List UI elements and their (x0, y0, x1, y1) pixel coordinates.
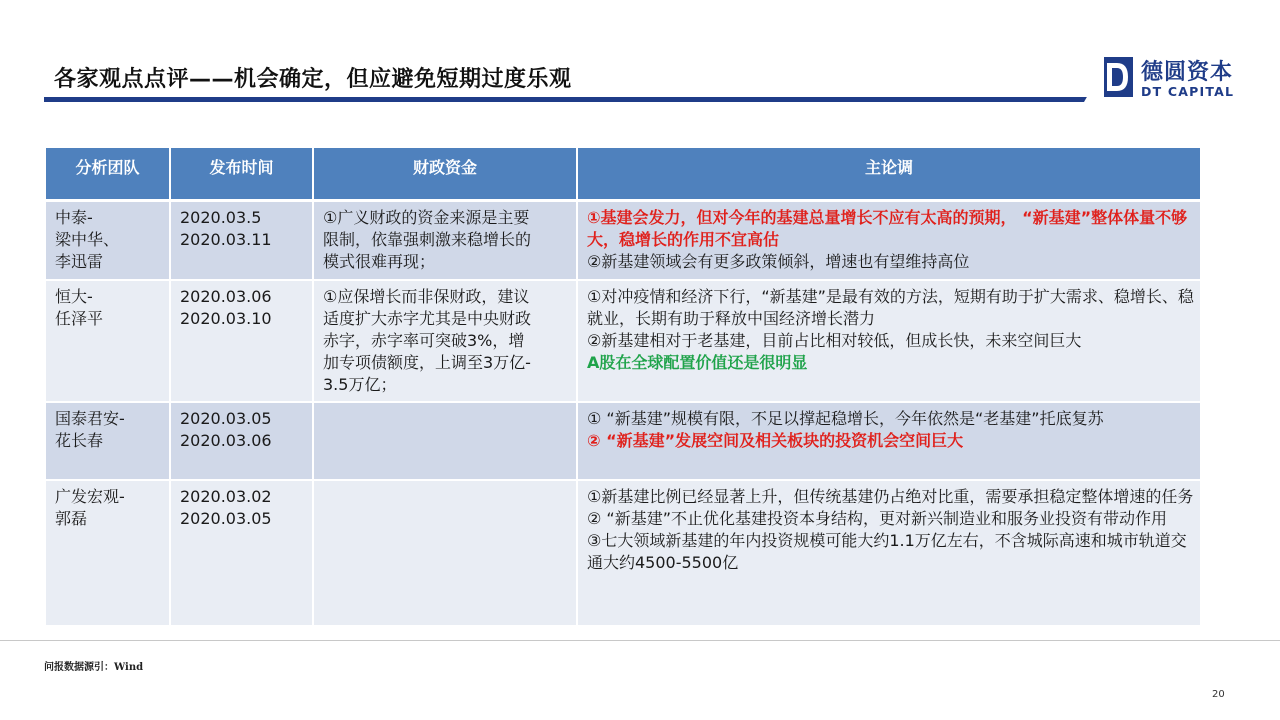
date-cell (170, 402, 313, 480)
date-cell-line: 2020.03.5 (180, 207, 262, 227)
date-cell-line: 2020.03.05 (180, 409, 272, 428)
date-cell-line: 2020.03.02 (180, 487, 272, 506)
thesis-point: ①对冲疫情和经济下行，“新基建”是最有效的方法，短期有助于扩大需求、稳增长、稳就业，长期有助于释放中国经济增长潜力 (587, 287, 1194, 328)
header-team: 分析团队 (45, 148, 170, 200)
thesis-point: ②新基建相对于老基建，目前占比相对较低，但成长快，未来空间巨大 (587, 331, 1082, 350)
thesis-cell (577, 200, 1201, 280)
fiscal-cell (313, 480, 577, 626)
thesis-point: ② “新基建”发展空间及相关板块的投资机会空间巨大 (587, 431, 964, 450)
fiscal-cell (313, 200, 577, 280)
fiscal-cell-line: 限制，依靠强刺激来稳增长的 (323, 229, 532, 249)
header-thesis: 主论调 (577, 148, 1201, 200)
header-date: 发布时间 (170, 148, 313, 200)
fiscal-cell (313, 280, 577, 402)
team-cell-line: 中泰- (55, 207, 93, 227)
thesis-point: ①基建会发力，但对今年的基建总量增长不应有太高的预期， “新基建”整体体量不够大，稳增长的作用不宜高估 (587, 207, 1188, 249)
page-title: 各家观点点评——机会确定，但应避免短期过度乐观 (54, 67, 572, 92)
title-underline-tail (1070, 97, 1087, 102)
date-cell-line: 2020.03.11 (180, 229, 272, 249)
table-header-row (45, 148, 1201, 200)
logo-chinese-name: 德圆资本 (1141, 60, 1234, 85)
table-row (45, 200, 1201, 280)
team-cell-line: 郭磊 (55, 509, 88, 528)
fiscal-cell (313, 402, 577, 480)
team-cell (45, 200, 170, 280)
date-cell (170, 280, 313, 402)
thesis-point: ② “新基建”不止优化基建投资本身结构，更对新兴制造业和服务业投资有带动作用 (587, 509, 1168, 528)
team-cell-line: 广发宏观- (55, 487, 125, 506)
dt-capital-logo (1095, 55, 1255, 101)
dt-logo-icon (1095, 57, 1133, 97)
page-number: 20 (1212, 689, 1225, 700)
fiscal-cell-line: ①应保增长而非保财政，建议 (323, 287, 530, 306)
team-cell (45, 402, 170, 480)
title-underline (44, 97, 1084, 102)
team-cell-line: 梁中华、 (55, 229, 120, 249)
header-fiscal: 财政资金 (313, 148, 577, 200)
team-cell (45, 480, 170, 626)
team-cell-line: 任泽平 (55, 309, 104, 328)
team-cell-line: 国泰君安- (55, 409, 125, 428)
thesis-point: ③七大领域新基建的年内投资规模可能大约1.1万亿左右，不含城际高速和城市轨道交通大约4500-5500亿 (587, 531, 1187, 572)
logo-english-name: DT CAPITAL (1141, 84, 1235, 99)
date-cell-line: 2020.03.10 (180, 309, 272, 328)
table-row (45, 280, 1201, 402)
data-source: 问报数据源引：Wind (44, 662, 144, 673)
thesis-cell (577, 280, 1201, 402)
fiscal-cell-line: 赤字，赤字率可突破3%，增 (323, 331, 525, 350)
thesis-point: ②新基建领域会有更多政策倾斜，增速也有望维持高位 (587, 251, 970, 271)
thesis-point: ① “新基建”规模有限，不足以撑起稳增长，今年依然是“老基建”托底复苏 (587, 409, 1104, 428)
date-cell (170, 480, 313, 626)
fiscal-cell-line: 适度扩大赤字尤其是中央财政 (323, 309, 532, 328)
fiscal-cell-line: 3.5万亿； (323, 375, 397, 394)
team-cell-line: 恒大- (55, 287, 93, 306)
fiscal-cell-line: 加专项债额度，上调至3万亿- (323, 353, 531, 372)
date-cell (170, 200, 313, 280)
table-row (45, 480, 1201, 626)
team-cell (45, 280, 170, 402)
analyst-views-table (44, 148, 1202, 627)
table-row (45, 402, 1201, 480)
footer-divider (0, 640, 1280, 641)
date-cell-line: 2020.03.06 (180, 431, 272, 450)
thesis-point: ①新基建比例已经显著上升，但传统基建仍占绝对比重，需要承担稳定整体增速的任务 (587, 487, 1194, 506)
date-cell-line: 2020.03.06 (180, 287, 272, 306)
fiscal-cell-line: ①广义财政的资金来源是主要 (323, 207, 530, 227)
team-cell-line: 花长春 (55, 431, 104, 450)
team-cell-line: 李迅雷 (55, 251, 104, 271)
date-cell-line: 2020.03.05 (180, 509, 272, 528)
thesis-cell (577, 402, 1201, 480)
fiscal-cell-line: 模式很难再现； (323, 251, 436, 271)
thesis-cell (577, 480, 1201, 626)
thesis-point: A股在全球配置价值还是很明显 (587, 353, 808, 372)
